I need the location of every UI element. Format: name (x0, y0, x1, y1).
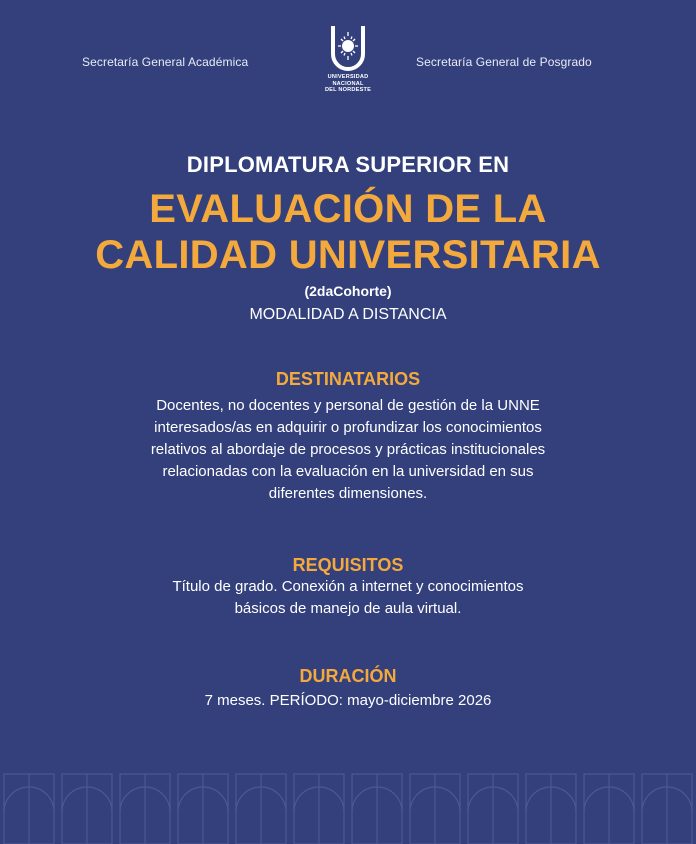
text-line: relacionadas con la evaluación en la universidad en sus (162, 463, 534, 480)
logo-line: DEL NORDESTE (324, 87, 372, 94)
sun-u-icon (330, 24, 366, 72)
text-line: básicos de manejo de aula virtual. (234, 600, 462, 617)
requisitos-text (0, 576, 696, 620)
text-line: diferentes dimensiones. (268, 485, 428, 502)
main-title-line: EVALUACIÓN DE LA (149, 187, 547, 231)
duracion-text: 7 meses. PERÍODO: mayo-diciembre 2026 (204, 692, 492, 709)
cohort-label: (2daCohorte) (304, 283, 392, 299)
header-right-text: Secretaría General de Posgrado (416, 55, 592, 69)
pre-title: DIPLOMATURA SUPERIOR EN (186, 152, 510, 177)
text-line: Título de grado. Conexión a internet y conocimientos (172, 578, 524, 595)
modality-label: MODALIDAD A DISTANCIA (249, 306, 447, 323)
destinatarios-heading: DESTINATARIOS (275, 369, 421, 389)
main-title (0, 186, 696, 278)
text-line: interesados/as en adquirir o profundizar los conocimientos (154, 419, 542, 436)
text-line: relativos al abordaje de procesos y prácticas institucionales (150, 441, 546, 458)
logo-line: UNIVERSIDAD (327, 74, 369, 80)
logo-line: NACIONAL (332, 80, 364, 87)
destinatarios-text (0, 395, 696, 505)
logo-text (318, 74, 378, 94)
text-line: Docentes, no docentes y personal de gestión de la UNNE (156, 397, 540, 414)
requisitos-heading: REQUISITOS (292, 555, 404, 575)
duracion-heading: DURACIÓN (299, 666, 397, 686)
university-logo (318, 24, 378, 104)
main-title-line: CALIDAD UNIVERSITARIA (95, 233, 601, 277)
header-left-text: Secretaría General Académica (82, 55, 249, 69)
decorative-pattern (0, 772, 696, 844)
